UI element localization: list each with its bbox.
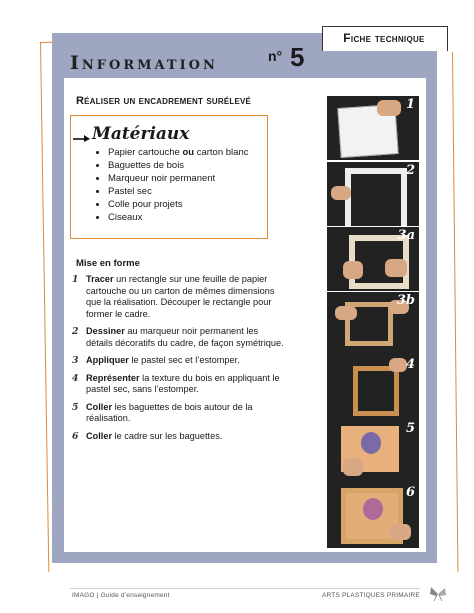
photo-label: 4 bbox=[405, 357, 415, 372]
step-item bbox=[72, 402, 286, 425]
hand bbox=[335, 306, 357, 320]
step-text: Coller le cadre sur les baguettes. bbox=[86, 430, 223, 441]
materials-item: • Baguettes de bois bbox=[108, 159, 248, 172]
materials-item: • Marqueur noir permanent bbox=[108, 172, 248, 185]
photo-label: 3b bbox=[396, 293, 415, 308]
artwork-detail bbox=[361, 432, 381, 454]
step-text: Tracer un rectangle sur une feuille de papier cartouche ou un carton de mêmes dimensions que la réalisation. Découper le rectangle pour former le cadre. bbox=[86, 274, 275, 319]
photo-label: 2 bbox=[405, 163, 415, 178]
step-number: 6 bbox=[72, 430, 79, 442]
step-number: 4 bbox=[72, 372, 79, 384]
step-item bbox=[72, 274, 286, 320]
number-value: 5 bbox=[290, 42, 305, 72]
step-item bbox=[72, 373, 286, 396]
step-photo-6 bbox=[327, 484, 419, 548]
paper-frame bbox=[345, 168, 407, 226]
hand bbox=[385, 259, 407, 277]
materials-item: • Pastel sec bbox=[108, 185, 248, 198]
hand bbox=[377, 100, 401, 116]
photo-label: 5 bbox=[405, 421, 415, 436]
hand bbox=[331, 186, 351, 200]
hand bbox=[343, 261, 363, 279]
information-title: Information bbox=[70, 52, 218, 74]
step-item bbox=[72, 326, 286, 349]
steps-list bbox=[72, 274, 286, 448]
photo-label: 1 bbox=[405, 97, 415, 112]
butterfly-logo-icon bbox=[428, 585, 448, 603]
section-title: Réaliser un encadrement surélevé bbox=[76, 95, 252, 107]
step-text: Appliquer le pastel sec et l’estomper. bbox=[86, 355, 240, 365]
step-text: Représenter la texture du bois en appliquant le pastel sec, sans l’estomper. bbox=[86, 372, 280, 394]
step-photo-4 bbox=[327, 356, 419, 420]
wood-frame bbox=[353, 366, 399, 416]
fiche-title: Fiche technique bbox=[343, 31, 425, 45]
step-photo-1 bbox=[327, 96, 419, 160]
step-item bbox=[72, 355, 286, 367]
step-photo-2 bbox=[327, 162, 419, 226]
materials-item: • Ciseaux bbox=[108, 211, 248, 224]
step-number: 2 bbox=[72, 326, 79, 337]
steps-title: Mise en forme bbox=[76, 258, 140, 269]
decorative-line-right bbox=[452, 52, 458, 572]
step-photo-3b bbox=[327, 292, 419, 356]
materials-title: Matériaux bbox=[92, 124, 190, 144]
footer-divider bbox=[70, 588, 420, 589]
step-number: 1 bbox=[72, 274, 79, 285]
step-photo-5 bbox=[327, 420, 419, 484]
hand bbox=[389, 524, 411, 540]
arrow-right-icon bbox=[72, 132, 94, 144]
materials-item: • Colle pour projets bbox=[108, 198, 248, 211]
step-text: Coller les baguettes de bois autour de la réalisation. bbox=[86, 401, 253, 423]
materials-item: • Papier cartouche ou carton blanc bbox=[108, 146, 248, 159]
number-label: n° bbox=[268, 48, 283, 64]
artwork-detail bbox=[363, 498, 383, 520]
step-photo-3a bbox=[327, 227, 419, 291]
photo-label: 3a bbox=[397, 228, 415, 243]
photo-label: 6 bbox=[405, 485, 415, 500]
step-number: 3 bbox=[72, 355, 79, 366]
materials-list bbox=[92, 146, 248, 224]
step-item bbox=[72, 431, 286, 443]
decorative-line-left bbox=[40, 42, 49, 572]
step-text: Dessiner au marqueur noir permanent les détails décoratifs du cadre, de façon symétrique. bbox=[86, 326, 284, 348]
footer-right-text: ARTS PLASTIQUES PRIMAIRE bbox=[322, 592, 420, 599]
step-number: 5 bbox=[72, 401, 79, 413]
hand bbox=[389, 358, 407, 372]
footer-left-text: IMAGO | Guide d’enseignement bbox=[72, 592, 170, 599]
hand bbox=[343, 458, 363, 476]
